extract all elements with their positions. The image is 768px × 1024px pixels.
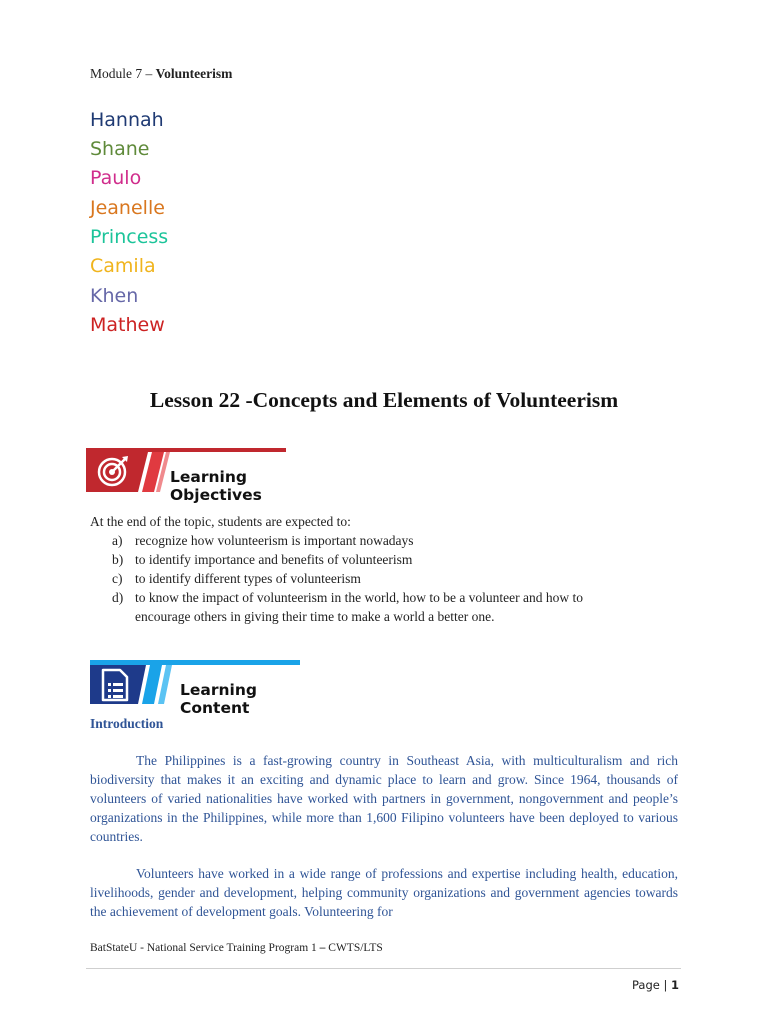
target-icon — [92, 454, 132, 490]
list-letter: d) — [112, 590, 124, 605]
intro-paragraph: Volunteers have worked in a wide range of professions and expertise including health, education, livelihoods, gender and development, helping community organizations and government agencies towards the achievement of development goals. Volunteering for — [90, 866, 678, 919]
module-topic: Volunteerism — [155, 66, 233, 81]
list-letter: c) — [112, 571, 123, 586]
document-list-icon — [100, 668, 130, 702]
list-letter: b) — [112, 552, 124, 567]
list-text: to know the impact of volunteerism in the world, how to be a volunteer and how to encourage others in giving their time to make a world a better one. — [135, 590, 584, 624]
intro-paragraph: The Philippines is a fast-growing country in Southeast Asia, with multiculturalism and rich biodiversity that makes it an exciting and dynamic place to learn and grow. Since 1964, thousands of volunteers of varied nationalities have worked with partners in government, nongovernment and people’s organizations in the Philippines, while more than 1,600 Filipino volunteers have been deployed to various countries. — [90, 753, 678, 844]
content-heading: Learning Content — [180, 681, 257, 717]
learning-content-banner — [86, 658, 306, 717]
member-name: Paulo — [90, 167, 142, 189]
module-header — [90, 66, 232, 82]
list-item — [90, 531, 590, 550]
page-label: Page | — [632, 978, 672, 992]
page-number — [632, 978, 679, 992]
objectives-heading: Learning Objectives — [170, 468, 262, 504]
learning-objectives-banner — [86, 446, 296, 504]
module-prefix: Module 7 — [90, 66, 143, 81]
list-letter: a) — [112, 533, 123, 548]
footer-divider — [86, 968, 681, 969]
module-dash: – — [142, 66, 156, 81]
page-number-value: 1 — [671, 978, 680, 992]
list-text: to identify different types of volunteerism — [135, 571, 361, 586]
member-name: Shane — [90, 138, 150, 160]
list-text: recognize how volunteerism is important nowadays — [135, 533, 414, 548]
member-name: Mathew — [90, 314, 165, 336]
lesson-title: Lesson 22 -Concepts and Elements of Volunteerism — [149, 388, 619, 412]
footer-suffix: CWTS/LTS — [328, 942, 383, 954]
introduction-heading: Introduction — [90, 716, 164, 731]
objectives-list — [90, 531, 590, 626]
list-text: to identify importance and benefits of volunteerism — [135, 552, 413, 567]
member-name: Camila — [90, 255, 156, 277]
list-item — [90, 550, 590, 569]
footer-program-name: BatStateU - National Service Training Program 1 — [90, 942, 317, 954]
member-name: Khen — [90, 285, 139, 307]
footer-program — [90, 942, 383, 954]
list-item — [90, 588, 590, 626]
list-item — [90, 569, 590, 588]
objectives-intro: At the end of the topic, students are expected to: — [90, 514, 351, 529]
member-name: Princess — [90, 226, 169, 248]
member-name: Jeanelle — [90, 197, 165, 219]
member-name: Hannah — [90, 109, 164, 131]
footer-dash: – — [316, 942, 329, 954]
